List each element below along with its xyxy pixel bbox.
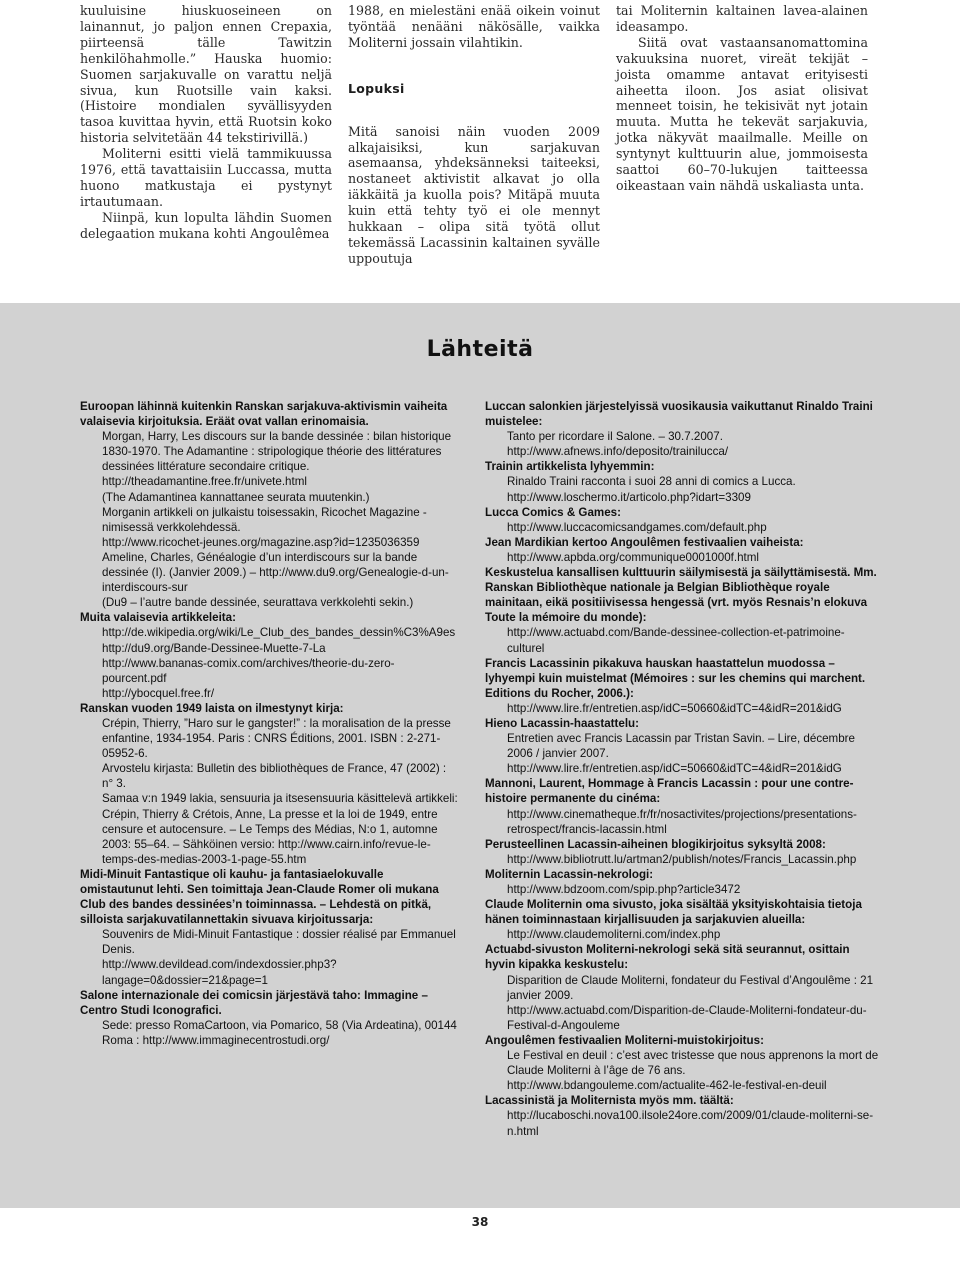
sources-column-left <box>80 399 458 1048</box>
source-heading: Claude Moliternin oma sivusto, joka sisältää yksityiskohtaisia tietoja hänen toiminnastaan kirjallisuuden ja sarjakuvien alueilla: <box>485 898 862 927</box>
source-entry: Rinaldo Traini racconta i suoi 28 anni di comics a Lucca. <box>507 475 796 489</box>
source-entry: http://www.loschermo.it/articolo.php?idart=3309 <box>507 490 751 504</box>
article-paragraph: Moliterni esitti vielä tammikuussa 1976, että tavattaisiin Luccassa, mutta huono matkustaja ei pystynyt irtautumaan. <box>80 146 332 209</box>
article-paragraph: tai Moliternin kaltainen lavea-alainen ideasampo. <box>616 3 868 34</box>
source-entry: http://www.apbda.org/communique0001000f.html <box>507 550 759 564</box>
source-heading: Midi-Minuit Fantastique oli kauhu- ja fantasiaelokuvalle omistautunut lehti. Sen toimittaja Jean-Claude Romer oli mukana Club des bandes dessinées’n toiminnassa. – Lehdestä on pitkä, silloista sarjakuvatilannettakin sivuava kirjoitussarja: <box>80 867 439 927</box>
source-entry: http://lucaboschi.nova100.ilsole24ore.com/2009/01/claude-moliterni-se-n.html <box>507 1109 874 1138</box>
article-column-2 <box>348 3 600 267</box>
source-heading: Moliternin Lacassin-nekrologi: <box>485 867 654 881</box>
article-column-1 <box>80 3 332 242</box>
section-heading: Lopuksi <box>348 80 405 96</box>
source-entry: Sede: presso RomaCartoon, via Pomarico, 58 (Via Ardeatina), 00144 Roma : http://www.immaginecentrostudi.org/ <box>102 1018 457 1047</box>
source-entry: Morgan, Harry, Les discours sur la bande dessinée : bilan historique 1830-1970. The Adamantine : stripologique théorie des littératures dessinées littérature secondaire critique. <box>102 430 452 474</box>
source-entry: http://www.bibliotrutt.lu/artman2/publish/notes/Francis_Lacassin.php <box>507 852 857 866</box>
source-heading: Salone internazionale dei comicsin järjestävä taho: Immagine – Centro Studi Iconografici. <box>80 988 428 1017</box>
sources-title: Lähteitä <box>426 337 534 362</box>
source-entry: Ameline, Charles, Généalogie d’un interdiscours sur la bande dessinée (I). (Janvier 2009.) – http://www.du9.org/Genealogie-d-un-interdiscours-sur <box>102 550 449 595</box>
source-heading: Actuabd-sivuston Moliterni-nekrologi sekä sitä seurannut, osittain hyvin kipakka keskustelu: <box>485 943 850 972</box>
source-entry: Le Festival en deuil : c’est avec tristesse que nous apprenons la mort de Claude Moliterni à l’âge de 76 ans. <box>507 1049 879 1078</box>
source-entry: http://www.luccacomicsandgames.com/default.php <box>507 520 767 534</box>
source-entry: http://www.bananas-comix.com/archives/theorie-du-zero-pourcent.pdf <box>102 656 395 685</box>
source-entry: http://www.bdangouleme.com/actualite-462-le-festival-en-deuil <box>507 1079 827 1093</box>
source-entry: http://www.bdzoom.com/spip.php?article3472 <box>507 883 741 896</box>
source-entry: Samaa v:n 1949 lakia, sensuuria ja itsesensuuria käsittelevä artikkeli: Crépin, Thierry & Crétois, Anne, La presse et la loi de 1949, entre censure et autocensure. – Le Temps des Médias, N:o 1, automne 2003: 55–64. – Sähköinen versio: http://www.cairn.info/revue-le-temps-des-medias-2003-1-page-55.htm <box>102 792 458 866</box>
source-entry: http://www.cinematheque.fr/fr/nosactivites/projections/presentations-retrospect/francis-lacassin.html <box>507 807 857 836</box>
source-entry: http://theadamantine.free.fr/univete.html <box>102 475 307 489</box>
article-paragraph: kuuluisine hiuskuoseineen on lainannut, jo paljon ennen Crepaxia, piirteensä tälle Tawitzin henkilöhahmolle.” Hauska huomio: Suomen sarjakuvalle on varattu neljä sivua, kun Ruotsille vain kaksi. (Histoire mondialen syvällisyyden tasoa kuvittaa hyvin, että Ruotsin koko historia selvitetään 44 tekstirivillä.) <box>80 3 332 146</box>
source-entry: Tanto per ricordare il Salone. – 30.7.2007. <box>507 430 723 444</box>
source-entry: http://de.wikipedia.org/wiki/Le_Club_des_bandes_dessin%C3%A9es <box>102 626 456 640</box>
source-entry: http://www.lire.fr/entretien.asp/idC=50660&idTC=4&idR=201&idG <box>507 701 842 715</box>
source-heading: Keskustelua kansallisen kulttuurin säilymisestä ja säilyttämisestä. Mm. Ranskan Bibliothèque nationale ja Belgian Bibliothèque royale mainitaan, eikä positiivisessa hengessä (vrt. myös Resnais’n elokuva Toute la mémoire du monde): <box>485 566 877 625</box>
source-entry: (The Adamantinea kannattanee seurata muutenkin.) <box>102 490 370 504</box>
source-entry: Disparition de Claude Moliterni, fondateur du Festival d’Angoulême : 21 janvier 2009. <box>507 973 874 1002</box>
article-paragraph: 1988, en mielestäni enää oikein voinut työntää nenääni näkösälle, vaikka Moliterni jossain vilahtikin. <box>348 3 600 50</box>
source-entry: Crépin, Thierry, ”Haro sur le gangster!” : la moralisation de la presse enfantine, 1934-1954. Paris : CNRS Éditions, 2001. ISBN : 2-271-05952-6. <box>102 716 451 761</box>
source-entry: http://ybocquel.free.fr/ <box>102 686 215 700</box>
source-heading: Ranskan vuoden 1949 laista on ilmestynyt kirja: <box>80 701 344 715</box>
source-heading: Muita valaisevia artikkeleita: <box>80 611 236 625</box>
article-column-3 <box>616 3 868 194</box>
source-heading: Trainin artikkelista lyhyemmin: <box>485 460 655 474</box>
source-entry: http://www.devildead.com/indexdossier.php3?langage=0&dossier=21&page=1 <box>102 958 337 987</box>
source-heading: Francis Lacassinin pikakuva hauskan haastattelun muodossa – lyhyempi kuin muistelmat (Mémoires : sur les chemins qui marchent. Editions du Rocher, 2006.): <box>485 656 866 700</box>
article-paragraph: Niinpä, kun lopulta lähdin Suomen delegaation mukana kohti Angoulêmea <box>80 209 332 241</box>
source-entry: Arvostelu kirjasta: Bulletin des bibliothèques de France, 47 (2002) : n° 3. <box>102 762 447 791</box>
source-entry: Entretien avec Francis Lacassin par Tristan Savin. – Lire, décembre 2006 / janvier 2007. <box>507 732 855 761</box>
sources-box <box>0 303 960 1208</box>
source-entry: Morganin artikkeli on julkaistu toisessakin, Ricochet Magazine -nimisessä verkkolehdessä. <box>102 505 427 534</box>
source-entry: http://www.lire.fr/entretien.asp/idC=50660&idTC=4&idR=201&idG <box>507 762 842 776</box>
source-entry: http://www.claudemoliterni.com/index.php <box>507 928 721 942</box>
source-heading: Perusteellinen Lacassin-aiheinen blogikirjoitus syksyltä 2008: <box>485 837 826 851</box>
source-entry: http://www.ricochet-jeunes.org/magazine.asp?id=1235036359 <box>102 535 420 549</box>
page-number: 38 <box>471 1215 489 1229</box>
source-heading: Mannoni, Laurent, Hommage à Francis Lacassin : pour une contre-histoire permanente du cinéma: <box>485 777 854 806</box>
source-heading: Luccan salonkien järjestelyissä vuosikausia vaikuttanut Rinaldo Traini muistelee: <box>485 400 873 429</box>
source-entry: http://du9.org/Bande-Dessinee-Muette-7-La <box>102 641 326 655</box>
source-heading: Lucca Comics & Games: <box>485 505 621 519</box>
source-entry: http://www.actuabd.com/Bande-dessinee-collection-et-patrimoine-culturel <box>507 626 845 655</box>
source-entry: http://www.actuabd.com/Disparition-de-Claude-Moliterni-fondateur-du-Festival-d-Angouleme <box>507 1003 867 1032</box>
source-heading: Angoulêmen festivaalien Moliterni-muistokirjoitus: <box>485 1033 764 1047</box>
article-paragraph: Siitä ovat vastaansanomattomina vakuuksina nuoret, vireät tekijät – joista omamme antavat erityisesti aiheetta iloon. Jos asiat olisivat menneet toisin, he tekisivät nyt jotain muuta. Mutta he tekevät sarjakuvia, jotka näkyvät maailmalle. Meille on syntynyt kulttuurin alue, jommoisesta saattoi 60–70-lukujen taitteessa oikeastaan vain nähdä uskaliasta unta. <box>616 34 868 193</box>
source-heading: Euroopan lähinnä kuitenkin Ranskan sarjakuva-aktivismin vaiheita valaisevia kirjoituksia. Eräät ovat vallan erinomaisia. <box>80 400 448 429</box>
source-entry: (Du9 – l’autre bande dessinée, seurattava verkkolehti sekin.) <box>102 596 414 610</box>
source-entry: Souvenirs de Midi-Minuit Fantastique : dossier réalisé par Emmanuel Denis. <box>102 928 456 957</box>
source-heading: Hieno Lacassin-haastattelu: <box>485 716 639 730</box>
source-heading: Lacassinistä ja Moliternista myös mm. täältä: <box>485 1094 734 1108</box>
source-heading: Jean Mardikian kertoo Angoulêmen festivaalien vaiheista: <box>485 535 804 549</box>
sources-column-right <box>485 399 880 1139</box>
article-paragraph: Mitä sanoisi näin vuoden 2009 alkajaisiksi, kun sarjakuvan asemaansa, yhdeksänneksi taiteeksi, nostaneet aktivistit alkavat jo olla iäkkäitä ja kuolla pois? Mitäpä muuta kuin että tehty työ ei ole mennyt hukkaan – olipa sitä työtä ollut tekemässä Lacassinin kaltainen syvälle uppoutuja <box>348 123 600 266</box>
source-entry: http://www.afnews.info/deposito/trainilucca/ <box>507 445 729 459</box>
